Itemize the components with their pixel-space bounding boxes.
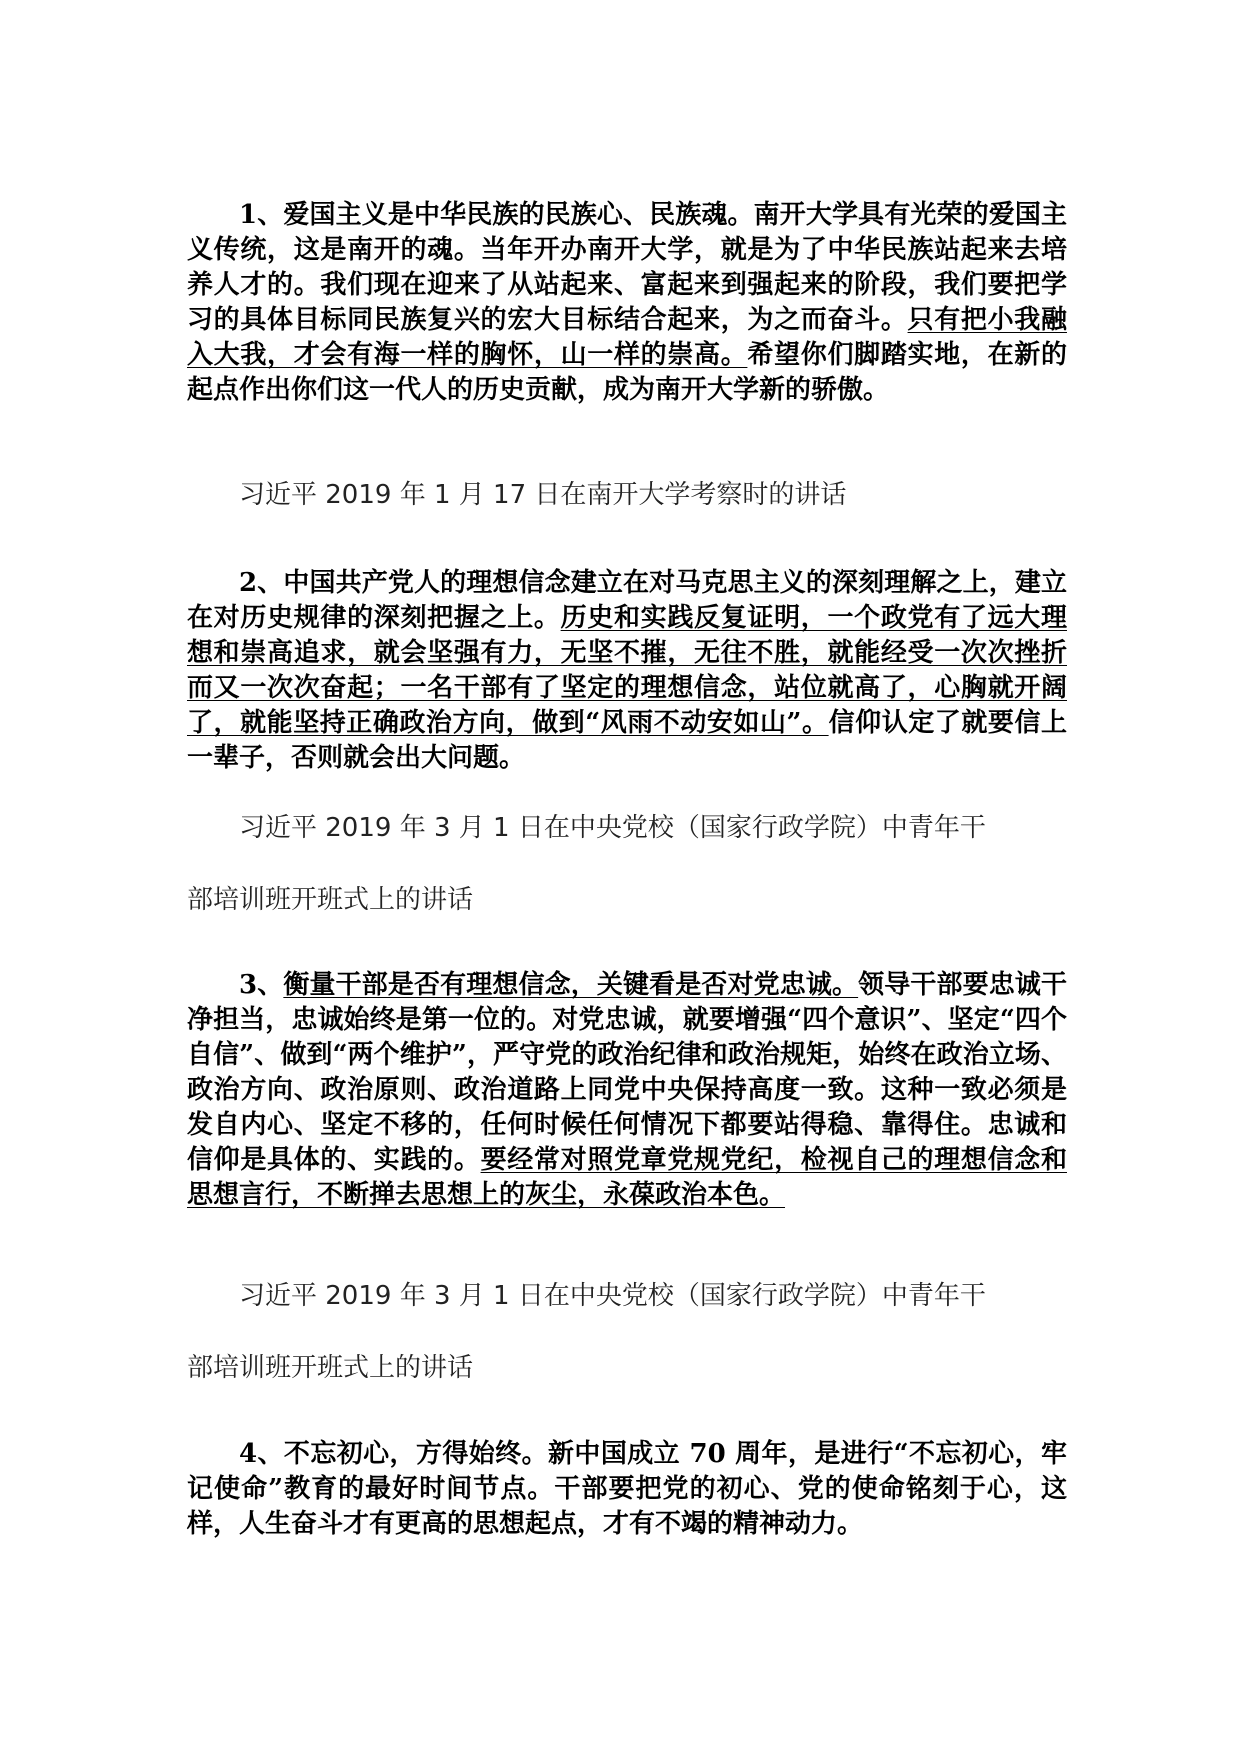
quote-text-underlined: 要经常对照党章党规党纪，检视自己的理想信念和思想言行，不断掸去思想上的灰尘，永葆政治本色。 [187, 1145, 1067, 1210]
source-line: 部培训班开班式上的讲话 [187, 1353, 474, 1383]
quote-2-source-line-2 [187, 882, 1067, 918]
quote-4 [187, 1437, 1067, 1542]
quote-3-source-line-2 [187, 1350, 1067, 1386]
quote-number: 4、 [239, 1439, 284, 1469]
quote-text-underlined: 衡量干部是否有理想信念，关键看是否对党忠诚。 [283, 970, 859, 1000]
quote-3 [187, 968, 1067, 1213]
quote-text: 中国共产党人的理想信念建立在对马克思主义的深刻理解之上，建立在对历史规律的深刻把握之上。 [187, 568, 1067, 633]
quote-2 [187, 566, 1067, 776]
quote-2-source-line-1 [187, 810, 1067, 846]
quote-text-underlined: 历史和实践反复证明，一个政党有了远大理想和崇高追求，就会坚强有力，无坚不摧，无往不胜，就能经受一次次挫折而又一次次奋起；一名干部有了坚定的理想信念，站位就高了，心胸就开阔了，就能坚持正确政治方向，做到“风雨不动安如山”。 [187, 603, 1067, 738]
quote-1-source [187, 477, 1067, 513]
source-line: 习近平 2019 年 1 月 17 日在南开大学考察时的讲话 [239, 480, 847, 510]
quote-number: 2、 [239, 568, 284, 598]
source-line: 部培训班开班式上的讲话 [187, 885, 474, 915]
quote-text: 信仰认定了就要信上一辈子，否则就会出大问题。 [187, 708, 1067, 773]
quote-text: 爱国主义是中华民族的民族心、民族魂。南开大学具有光荣的爱国主义传统，这是南开的魂。当年开办南开大学，就是为了中华民族站起来去培养人才的。我们现在迎来了从站起来、富起来到强起来的阶段，我们要把学习的具体目标同民族复兴的宏大目标结合起来，为之而奋斗。 [187, 200, 1067, 335]
quote-1 [187, 198, 1067, 408]
quote-number: 3、 [239, 970, 284, 1000]
quote-number: 1、 [239, 200, 284, 230]
source-line: 习近平 2019 年 3 月 1 日在中央党校（国家行政学院）中青年干 [239, 813, 986, 843]
quote-3-source-line-1 [187, 1278, 1067, 1314]
quote-text-underlined: 只有把小我融入大我，才会有海一样的胸怀，山一样的崇高。 [187, 305, 1067, 370]
quote-text: 不忘初心，方得始终。新中国成立 70 周年，是进行“不忘初心，牢记使命”教育的最好时间节点。干部要把党的初心、党的使命铭刻于心，这样，人生奋斗才有更高的思想起点，才有不竭的精神动力。 [187, 1439, 1068, 1539]
quote-text: 领导干部要忠诚干净担当，忠诚始终是第一位的。对党忠诚，就要增强“四个意识”、坚定“四个自信”、做到“两个维护”，严守党的政治纪律和政治规矩，始终在政治立场、政治方向、政治原则、政治道路上同党中央保持高度一致。这种一致必须是发自内心、坚定不移的，任何时候任何情况下都要站得稳、靠得住。忠诚和信仰是具体的、实践的。 [187, 970, 1067, 1175]
source-line: 习近平 2019 年 3 月 1 日在中央党校（国家行政学院）中青年干 [239, 1281, 986, 1311]
quote-text: 希望你们脚踏实地，在新的起点作出你们这一代人的历史贡献，成为南开大学新的骄傲。 [187, 340, 1067, 405]
